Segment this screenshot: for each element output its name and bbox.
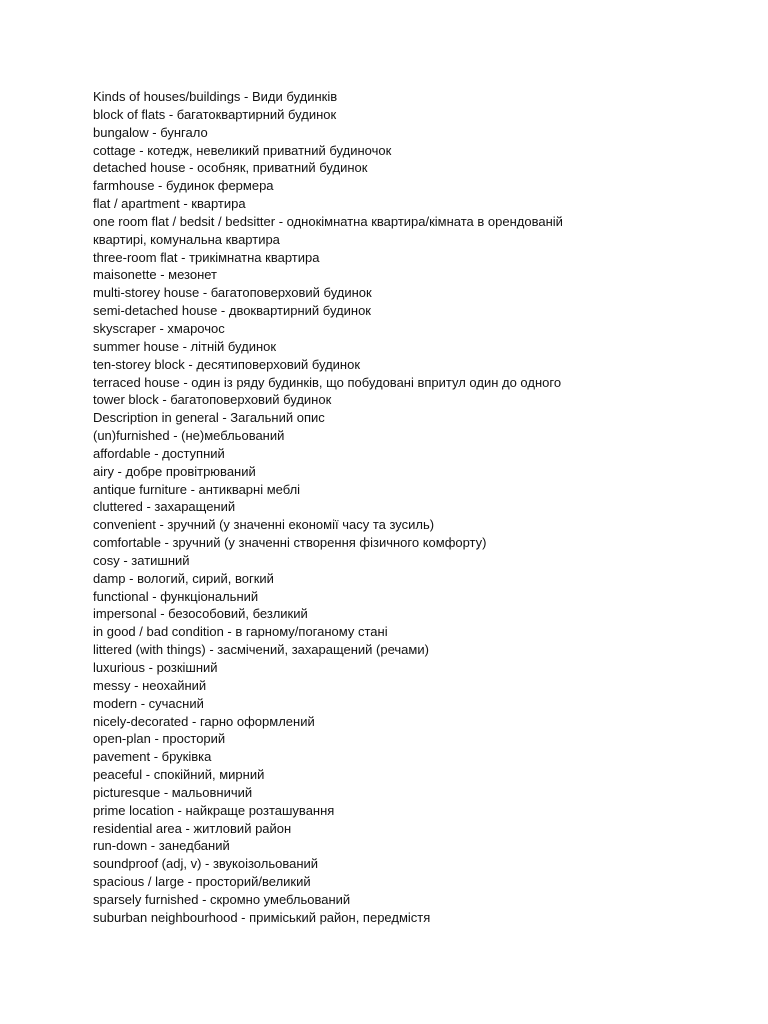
text-line: residential area - житловий район: [93, 820, 292, 836]
text-line: sparsely furnished - скромно умебльований: [93, 891, 351, 907]
text-line: farmhouse - будинок фермера: [93, 178, 274, 194]
text-line: Kinds of houses/buildings - Види будинків: [93, 89, 338, 104]
text-line: cottage - котедж, невеликий приватний будиночок: [93, 142, 392, 158]
text-line: Description in general - Загальний опис: [93, 410, 325, 426]
text-line: affordable - доступний: [93, 445, 225, 461]
text-line: cluttered - захаращений: [93, 499, 236, 515]
text-line: impersonal - безособовий, безликий: [93, 606, 308, 622]
text-line: bungalow - бунгало: [93, 124, 208, 140]
text-line: semi-detached house - двоквартирний будинок: [93, 303, 371, 319]
text-line: (un)furnished - (не)мебльований: [93, 428, 285, 444]
text-line: airy - добре провітрюваний: [93, 463, 256, 479]
text-line: multi-storey house - багатоповерховий будинок: [93, 285, 372, 301]
text-line: ten-storey block - десятиповерховий будинок: [93, 356, 361, 372]
text-line: functional - функціональний: [93, 588, 259, 604]
text-line: littered (with things) - засмічений, захаращений (речами): [93, 642, 429, 658]
text-line: tower block - багатоповерховий будинок: [93, 392, 332, 408]
text-line: one room flat / bedsit / bedsitter - однокімнатна квартира/кімната в орендованій: [93, 213, 563, 229]
text-line: квартирі, комунальна квартира: [93, 231, 280, 247]
text-line: flat / apartment - квартира: [93, 196, 246, 212]
text-line: spacious / large - просторий/великий: [93, 874, 311, 890]
text-line: comfortable - зручний (у значенні створення фізичного комфорту): [93, 535, 487, 551]
text-line: soundproof (adj, v) - звукоізольований: [93, 856, 319, 872]
text-line: run-down - занедбаний: [93, 838, 230, 854]
text-line: suburban neighbourhood - приміський район, передмістя: [93, 909, 431, 925]
text-line: pavement - бруківка: [93, 749, 212, 765]
text-line: in good / bad condition - в гарному/поганому стані: [93, 624, 388, 640]
text-line: messy - неохайний: [93, 677, 207, 693]
vocabulary-list: [93, 88, 733, 927]
text-line: terraced house - один із ряду будинків, що побудовані впритул один до одного: [93, 374, 562, 390]
text-line: detached house - особняк, приватний будинок: [93, 160, 368, 176]
text-line: prime location - найкраще розташування: [93, 802, 335, 818]
text-line: modern - сучасний: [93, 695, 204, 711]
text-line: nicely-decorated - гарно оформлений: [93, 713, 315, 729]
text-line: open-plan - просторий: [93, 731, 226, 747]
text-line: skyscraper - хмарочос: [93, 320, 225, 336]
text-line: three-room flat - трикімнатна квартира: [93, 249, 320, 265]
text-line: maisonette - мезонет: [93, 267, 218, 283]
text-line: picturesque - мальовничий: [93, 784, 253, 800]
text-line: convenient - зручний (у значенні економії часу та зусиль): [93, 517, 435, 533]
text-line: peaceful - спокійний, мирний: [93, 767, 265, 783]
text-line: damp - вологий, сирий, вогкий: [93, 570, 274, 586]
text-line: cosy - затишний: [93, 552, 190, 568]
text-line: block of flats - багатоквартирний будинок: [93, 106, 337, 122]
text-line: luxurious - розкішний: [93, 660, 218, 675]
text-line: summer house - літній будинок: [93, 338, 277, 354]
text-line: antique furniture - антикварні меблі: [93, 481, 301, 497]
